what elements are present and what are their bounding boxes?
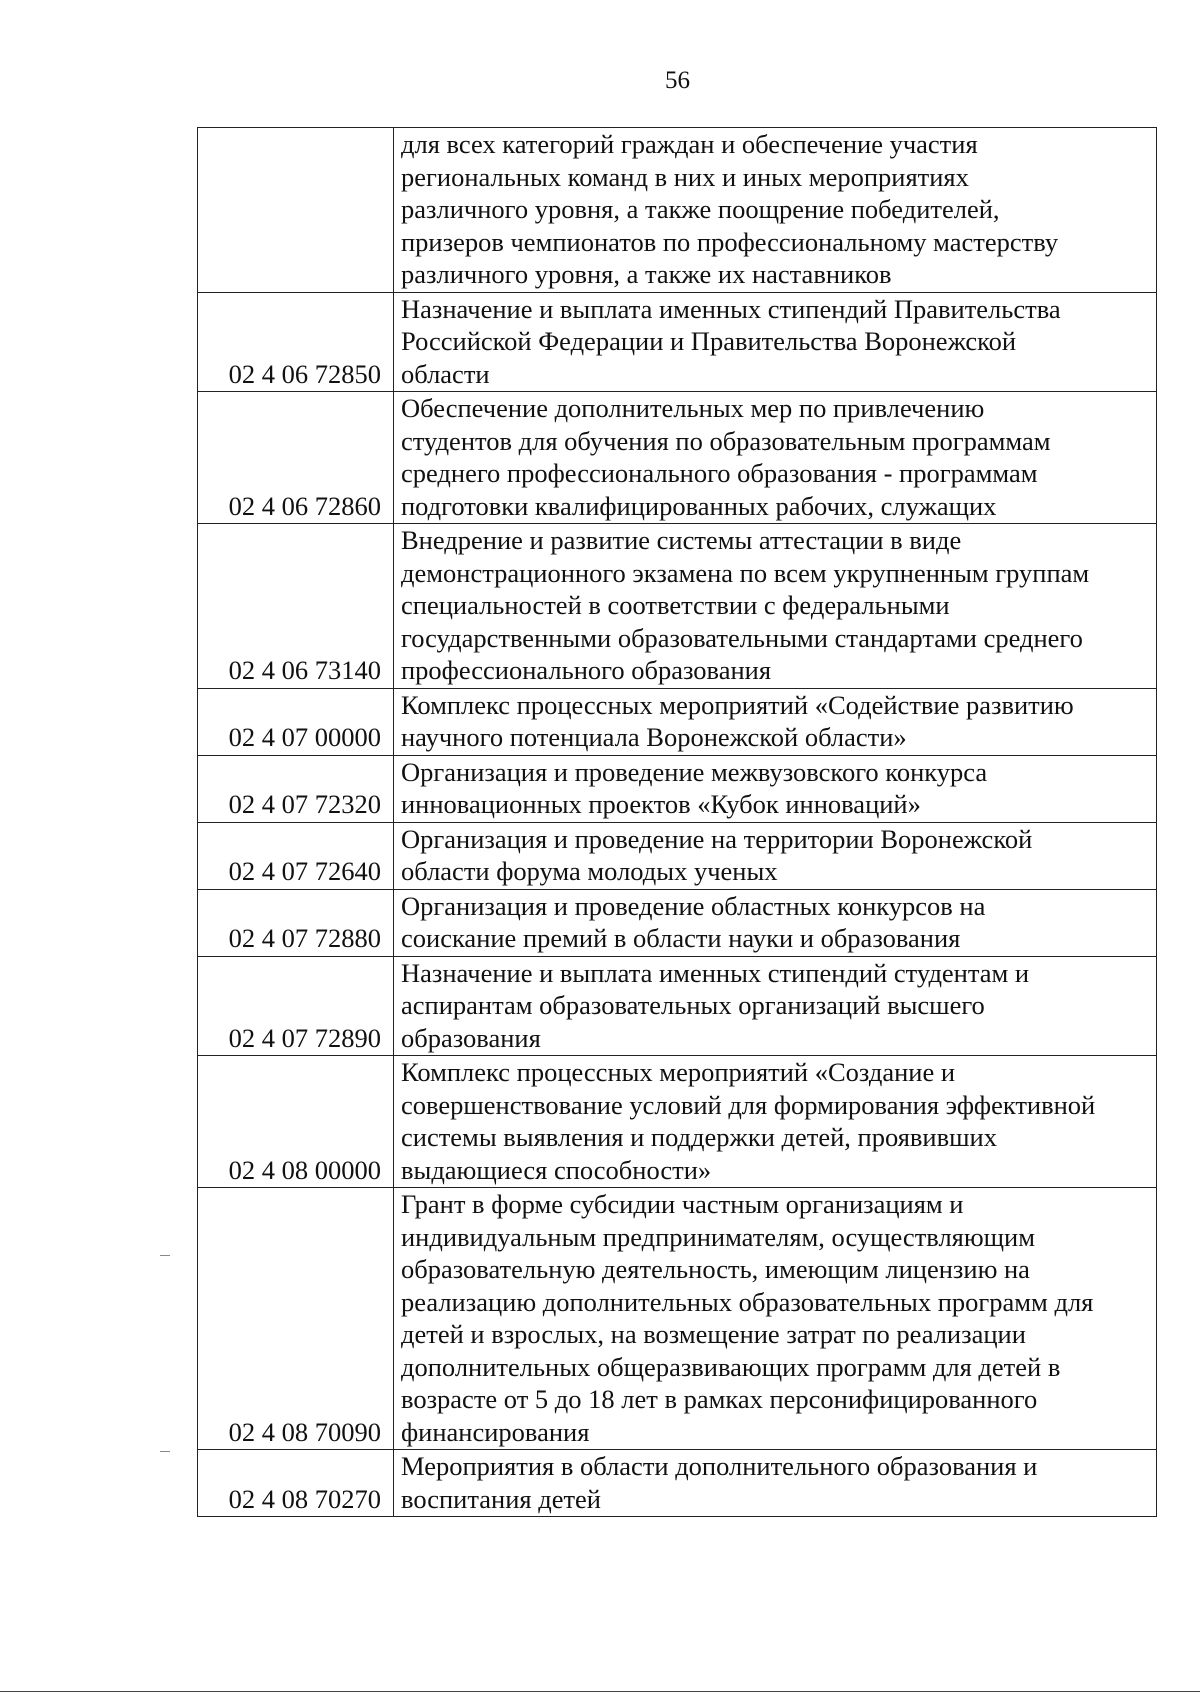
description-line: профессионального образования [401, 655, 772, 685]
table-row [198, 889, 1157, 956]
description-line: различного уровня, а также поощрение победителей, [401, 194, 1000, 224]
item-description [394, 524, 1157, 689]
classification-code: 02 4 06 73140 [198, 524, 394, 689]
description-line: государственными образовательными стандартами среднего [401, 622, 1083, 653]
item-description [394, 822, 1157, 889]
description-line: студентов для обучения по образовательным программам [401, 425, 1051, 456]
budget-classification-table [197, 127, 1157, 1517]
description-line: Обеспечение дополнительных мер по привлечению [401, 393, 985, 423]
description-line: Российской Федерации и Правительства Воронежской [401, 326, 1017, 356]
description-line: образования [401, 1022, 541, 1053]
table-row [198, 128, 1157, 293]
table-row [198, 292, 1157, 392]
classification-code: 02 4 07 72880 [198, 889, 394, 956]
description-line: различного уровня, а также их наставников [401, 259, 892, 289]
description-line: демонстрационного экзамена по всем укрупненным группам [401, 557, 1090, 588]
description-line: Организация и проведение на территории Воронежской [401, 823, 1033, 854]
classification-code: 02 4 08 70090 [198, 1188, 394, 1450]
item-description [394, 292, 1157, 392]
description-line: специальностей в соответствии с федеральными [401, 590, 950, 620]
description-line: выдающиеся способности» [401, 1154, 712, 1185]
description-line: Назначение и выплата именных стипендий студентам и [401, 957, 1030, 988]
description-line: финансирования [401, 1416, 590, 1447]
description-line: призеров чемпионатов по профессиональному мастерству [401, 226, 1059, 257]
classification-code: 02 4 06 72860 [198, 392, 394, 524]
description-line: аспирантам образовательных организаций высшего [401, 990, 985, 1020]
description-line: соискание премий в области науки и образования [401, 923, 961, 953]
description-line: индивидуальным предпринимателям, осуществляющим [401, 1221, 1036, 1252]
item-description [394, 688, 1157, 755]
description-line: области [401, 358, 490, 389]
item-description [394, 128, 1157, 293]
description-line: Комплекс процессных мероприятий «Содействие развитию [401, 689, 1074, 720]
table-row [198, 688, 1157, 755]
description-line: Организация и проведение областных конкурсов на [401, 890, 986, 921]
margin-mark [160, 1255, 170, 1256]
description-line: Грант в форме субсидии частным организациям и [401, 1189, 964, 1219]
description-line: Мероприятия в области дополнительного образования и [401, 1451, 1038, 1481]
description-line: возрасте от 5 до 18 лет в рамках персонифицированного [401, 1384, 1038, 1414]
classification-code: 02 4 06 72850 [198, 292, 394, 392]
table-row [198, 956, 1157, 1056]
item-description [394, 1188, 1157, 1450]
description-line: инновационных проектов «Кубок инноваций» [401, 789, 921, 819]
table-row [198, 822, 1157, 889]
page-number: 56 [665, 67, 690, 94]
item-description [394, 1056, 1157, 1188]
description-line: дополнительных общеразвивающих программ для детей в [401, 1351, 1061, 1382]
classification-code: 02 4 08 00000 [198, 1056, 394, 1188]
table-row [198, 524, 1157, 689]
item-description [394, 755, 1157, 822]
description-line: для всех категорий граждан и обеспечение участия [401, 129, 978, 159]
item-description [394, 392, 1157, 524]
margin-mark [160, 1451, 170, 1452]
description-line: научного потенциала Воронежской области» [401, 722, 907, 752]
description-line: среднего профессионального образования - программам [401, 458, 1038, 488]
table-row [198, 755, 1157, 822]
description-line: воспитания детей [401, 1483, 601, 1514]
description-line: реализацию дополнительных образовательных программ для [401, 1286, 1094, 1317]
item-description [394, 956, 1157, 1056]
description-line: детей и взрослых, на возмещение затрат по реализации [401, 1319, 1026, 1349]
item-description [394, 889, 1157, 956]
classification-code: 02 4 07 72320 [198, 755, 394, 822]
classification-code: 02 4 08 70270 [198, 1450, 394, 1517]
description-line: региональных команд в них и иных мероприятиях [401, 161, 969, 192]
description-line: совершенствование условий для формирования эффективной [401, 1089, 1096, 1120]
description-line: Внедрение и развитие системы аттестации в виде [401, 525, 962, 555]
item-description [394, 1450, 1157, 1517]
table-row [198, 1450, 1157, 1517]
bottom-rule [0, 1691, 1200, 1692]
description-line: образовательную деятельность, имеющим лицензию на [401, 1254, 1030, 1284]
classification-code: 02 4 07 72640 [198, 822, 394, 889]
classification-code [198, 128, 394, 293]
description-line: подготовки квалифицированных рабочих, служащих [401, 490, 997, 521]
table-body [198, 128, 1157, 1517]
classification-code: 02 4 07 00000 [198, 688, 394, 755]
description-line: Комплекс процессных мероприятий «Создание и [401, 1057, 956, 1087]
classification-code: 02 4 07 72890 [198, 956, 394, 1056]
description-line: Организация и проведение межвузовского конкурса [401, 756, 988, 787]
description-line: Назначение и выплата именных стипендий Правительства [401, 293, 1061, 324]
table-row [198, 1188, 1157, 1450]
table-row [198, 1056, 1157, 1188]
table-row [198, 392, 1157, 524]
description-line: области форума молодых ученых [401, 856, 778, 886]
description-line: системы выявления и поддержки детей, проявивших [401, 1122, 997, 1152]
